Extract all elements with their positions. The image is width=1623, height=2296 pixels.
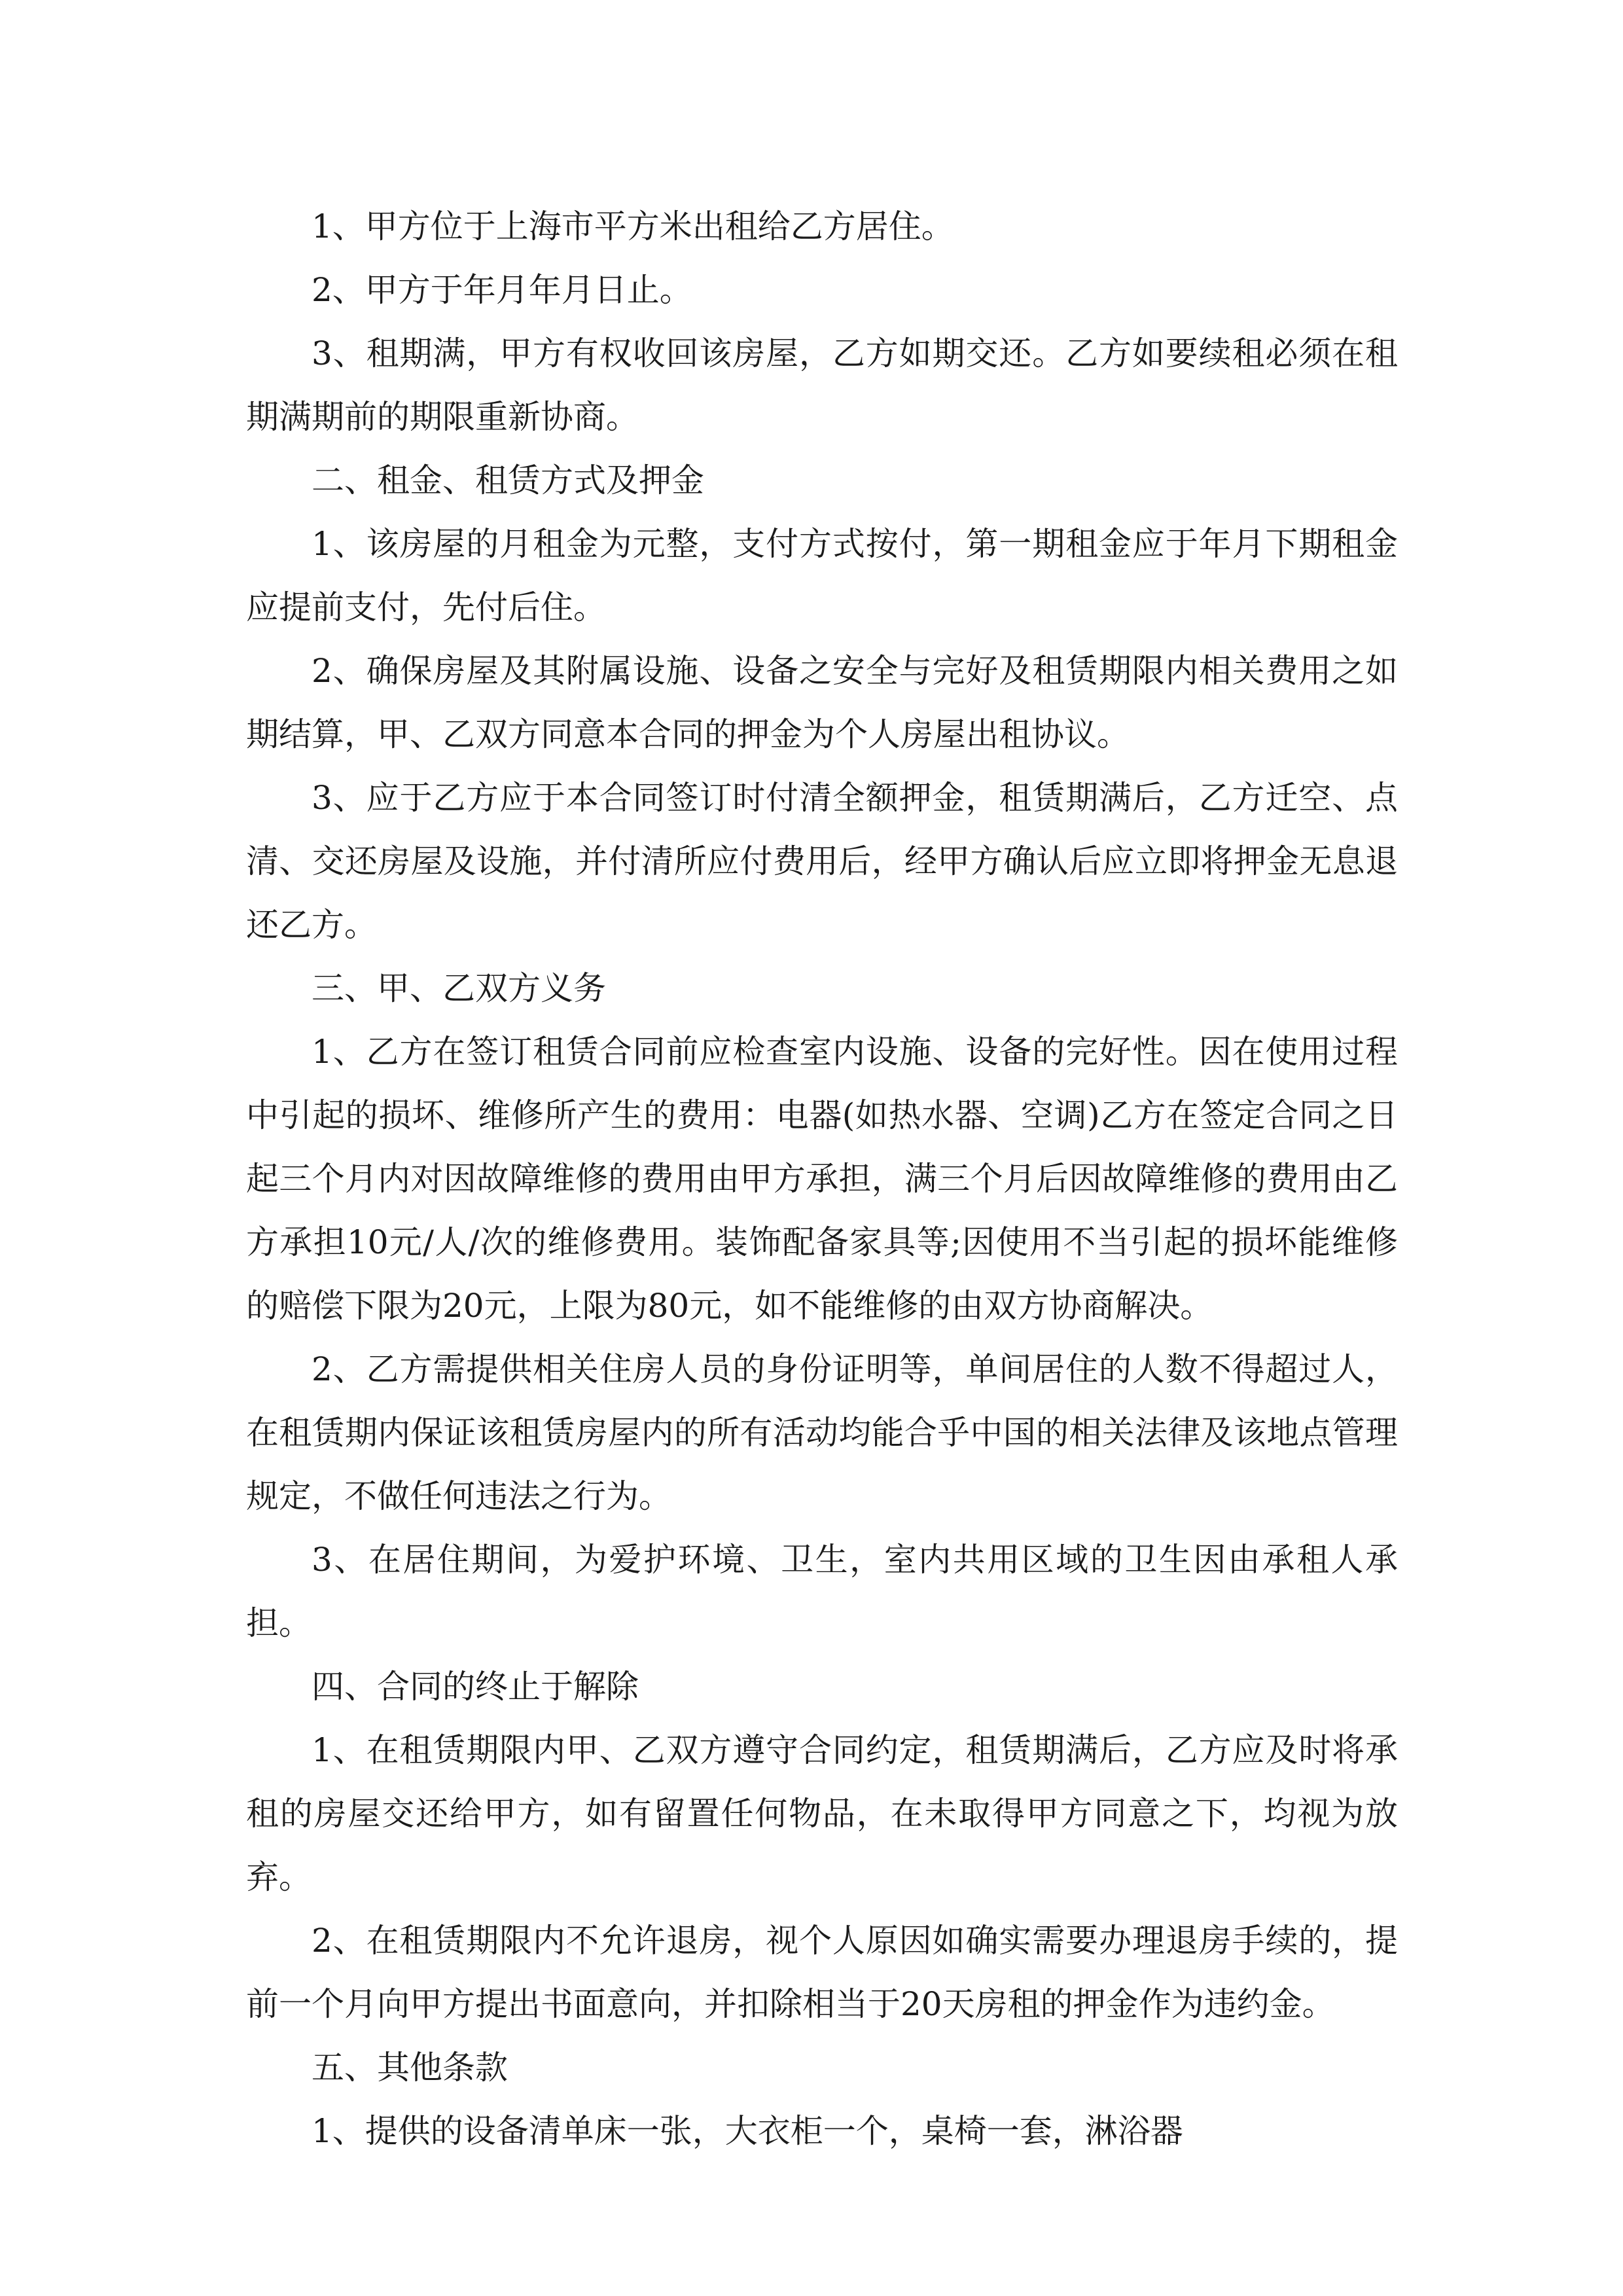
paragraph: 2、确保房屋及其附属设施、设备之安全与完好及租赁期限内相关费用之如期结算，甲、乙双方同意本合同的押金为个人房屋出租协议。 — [246, 652, 1398, 753]
section-heading: 二、租金、租赁方式及押金 — [312, 461, 704, 499]
paragraph: 1、该房屋的月租金为元整，支付方式按付，第一期租金应于年月下期租金应提前支付，先付后住。 — [246, 525, 1398, 626]
paragraph: 2、甲方于年月年月日止。 — [312, 271, 692, 309]
section-heading: 四、合同的终止于解除 — [312, 1668, 639, 1706]
paragraph: 3、租期满，甲方有权收回该房屋，乙方如期交还。乙方如要续租必须在租期满期前的期限重新协商。 — [246, 334, 1398, 436]
paragraph: 1、甲方位于上海市平方米出租给乙方居住。 — [312, 207, 954, 245]
paragraph: 1、乙方在签订租赁合同前应检查室内设施、设备的完好性。因在使用过程中引起的损坏、维修所产生的费用：电器(如热水器、空调)乙方在签定合同之日起三个月内对因故障维修的费用由甲方承担，满三个月后因故障维修的费用由乙方承担10元/人/次的维修费用。装饰配备家具等;因使用不当引起的损坏能维修的赔偿下限为20元，上限为80元，如不能维修的由双方协商解决。 — [246, 1033, 1398, 1325]
paragraph: 1、在租赁期限内甲、乙双方遵守合同约定，租赁期满后，乙方应及时将承租的房屋交还给甲方，如有留置任何物品，在未取得甲方同意之下，均视为放弃。 — [246, 1731, 1398, 1896]
document-body — [246, 195, 1398, 2163]
paragraph: 2、在租赁期限内不允许退房，视个人原因如确实需要办理退房手续的，提前一个月向甲方提出书面意向，并扣除相当于20天房租的押金作为违约金。 — [246, 1922, 1398, 2023]
paragraph: 3、在居住期间，为爱护环境、卫生，室内共用区域的卫生因由承租人承担。 — [246, 1541, 1398, 1642]
paragraph: 2、乙方需提供相关住房人员的身份证明等，单间居住的人数不得超过人，在租赁期内保证该租赁房屋内的所有活动均能合乎中国的相关法律及该地点管理规定，不做任何违法之行为。 — [246, 1350, 1398, 1515]
section-heading: 五、其他条款 — [312, 2049, 508, 2087]
section-heading: 三、甲、乙双方义务 — [312, 969, 606, 1007]
paragraph: 1、提供的设备清单床一张，大衣柜一个，桌椅一套，淋浴器 — [312, 2112, 1183, 2150]
paragraph: 3、应于乙方应于本合同签订时付清全额押金，租赁期满后，乙方迁空、点清、交还房屋及设施，并付清所应付费用后，经甲方确认后应立即将押金无息退还乙方。 — [246, 779, 1398, 944]
